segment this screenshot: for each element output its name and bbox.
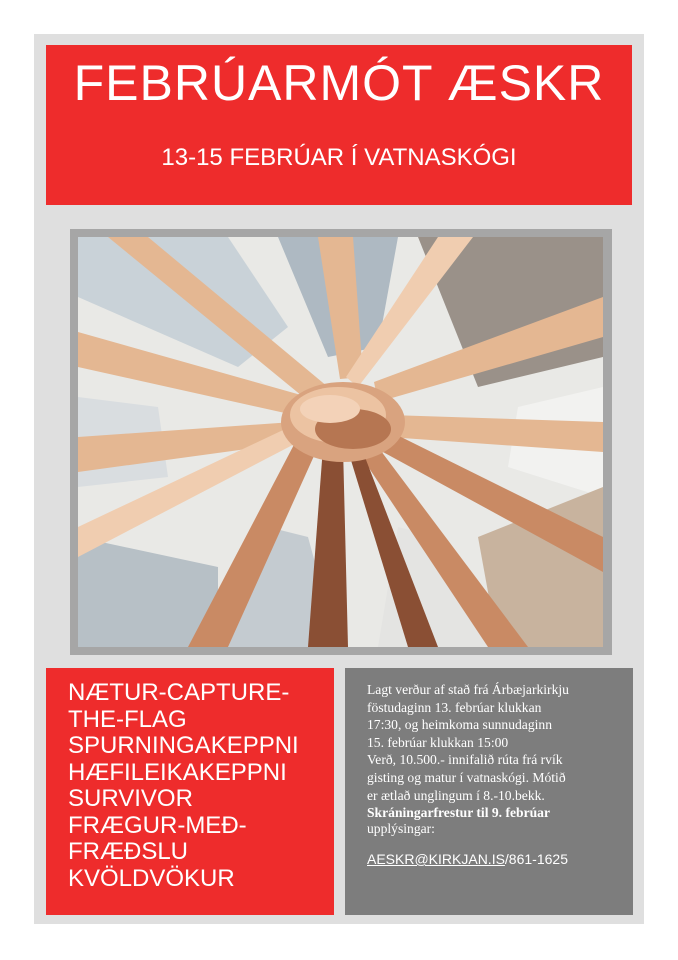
activity-item: SPURNINGAKEPPNI	[68, 732, 299, 759]
info-panel	[345, 668, 633, 915]
activities-panel	[46, 668, 334, 915]
activity-item: HÆFILEIKAKEPPNI	[68, 758, 287, 786]
info-line: er ætlað unglingum í 8.-10.bekk.	[367, 787, 545, 803]
info-line: gisting og matur í vatnaskógi. Mótið	[367, 769, 566, 785]
info-text	[367, 681, 629, 822]
activity-item: FRÆÐSLU	[68, 838, 189, 865]
info-line: Lagt verður af stað frá Árbæjarkirkju	[367, 682, 569, 697]
header-banner	[46, 45, 632, 205]
activity-item: NÆTUR-CAPTURE-	[68, 679, 290, 706]
activities-list	[68, 680, 299, 892]
email-link[interactable]: AESKR@KIRKJAN.IS	[367, 851, 505, 867]
hands-illustration	[78, 237, 603, 647]
poster-title: FEBRÚARMÓT ÆSKR	[73, 55, 605, 111]
contact-label: upplýsingar:	[367, 821, 435, 836]
info-line: 17:30, og heimkoma sunnudaginn	[367, 717, 553, 733]
registration-deadline: Skráningarfrestur til 9. febrúar	[367, 805, 551, 821]
info-line: Verð, 10.500.- innifalið rúta frá rvík	[367, 752, 563, 768]
poster-subtitle: 13-15 FEBRÚAR Í VATNASKÓGI	[161, 144, 517, 171]
hands-stacked-photo	[78, 237, 603, 647]
activity-item: SURVIVOR	[68, 785, 193, 812]
activity-item: KVÖLDVÖKUR	[68, 864, 235, 892]
info-line: föstudaginn 13. febrúar klukkan	[367, 699, 542, 715]
phone-number: /861-1625	[504, 851, 568, 867]
activity-item: FRÆGUR-MEÐ-	[68, 811, 247, 839]
info-line: 15. febrúar klukkan 15:00	[367, 734, 509, 750]
contact-line	[367, 851, 568, 867]
activity-item: THE-FLAG	[68, 705, 187, 733]
